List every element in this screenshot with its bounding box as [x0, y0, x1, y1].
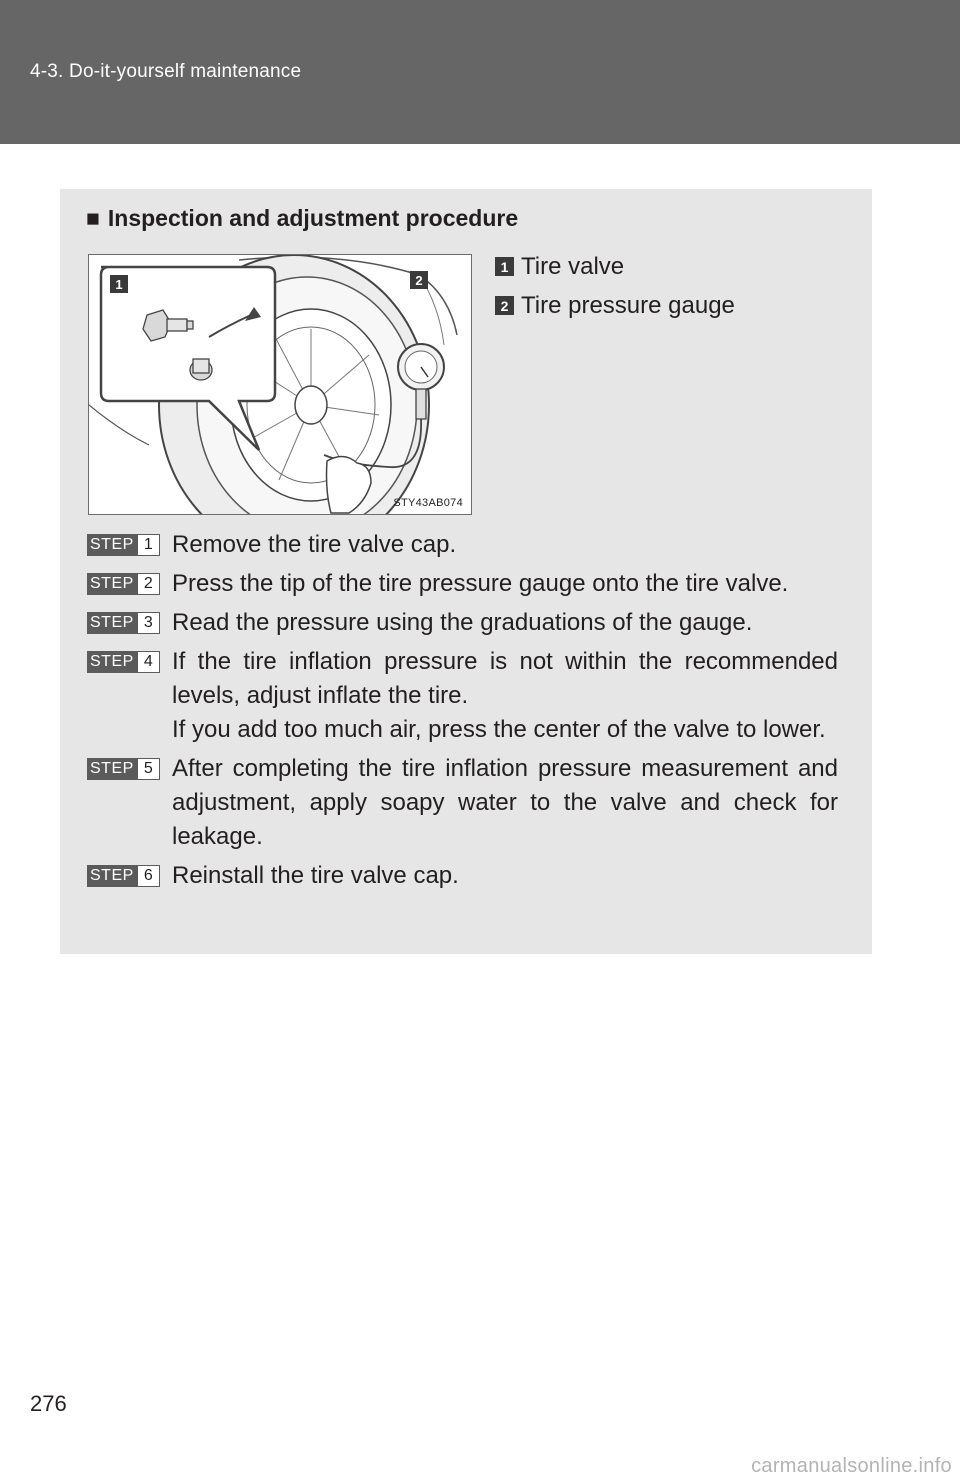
step-number: 6 — [137, 865, 160, 887]
heading-square-icon: ■ — [86, 205, 100, 231]
tire-valve-illustration — [88, 254, 472, 515]
heading-text: Inspection and adjustment procedure — [107, 205, 519, 231]
legend-item-tire-valve — [495, 247, 735, 286]
step-badge — [87, 573, 160, 595]
step-text: Reinstall the tire valve cap. — [172, 862, 459, 889]
section-title: 4-3. Do-it-yourself maintenance — [30, 61, 302, 82]
step-item — [87, 606, 838, 640]
step-text: Read the pressure using the graduations of the gauge. — [172, 609, 753, 636]
watermark: carmanualsonline.info — [751, 1455, 952, 1477]
step-badge — [87, 612, 160, 634]
legend-label: Tire valve — [521, 252, 625, 280]
step-number: 1 — [137, 534, 160, 556]
step-badge — [87, 651, 160, 673]
step-text: Press the tip of the tire pressure gauge onto the tire valve. — [172, 570, 789, 597]
step-item — [87, 645, 838, 747]
step-note: If you add too much air, press the center of the valve to lower. — [172, 716, 826, 743]
step-text: If the tire inflation pressure is not within the recommended levels, adjust inflate the tire. — [172, 648, 838, 709]
step-badge-label: STEP — [87, 651, 137, 673]
legend-label: Tire pressure gauge — [521, 291, 735, 319]
step-badge-label: STEP — [87, 534, 137, 556]
number-1-icon: 1 — [495, 257, 514, 276]
figure-legend — [495, 247, 735, 325]
step-badge-label: STEP — [87, 758, 137, 780]
step-text: After completing the tire inflation pressure measurement and adjustment, apply soapy water to the valve and check for leakage. — [172, 755, 838, 850]
step-badge — [87, 865, 160, 887]
step-badge-label: STEP — [87, 573, 137, 595]
step-number: 5 — [137, 758, 160, 780]
tire-illustration-drawing — [89, 255, 471, 514]
step-number: 2 — [137, 573, 160, 595]
number-2-icon: 2 — [495, 296, 514, 315]
legend-item-tire-pressure-gauge — [495, 286, 735, 325]
step-badge — [87, 758, 160, 780]
marker-1-label: 1 — [115, 277, 123, 292]
step-text: Remove the tire valve cap. — [172, 531, 457, 558]
step-number: 4 — [137, 651, 160, 673]
step-badge-label: STEP — [87, 612, 137, 634]
page-header — [0, 0, 960, 144]
step-item — [87, 528, 838, 562]
step-item — [87, 752, 838, 854]
step-list — [87, 528, 838, 898]
step-item — [87, 567, 838, 601]
page-number: 276 — [30, 1391, 67, 1416]
step-number: 3 — [137, 612, 160, 634]
marker-2-label: 2 — [415, 273, 423, 288]
step-badge — [87, 534, 160, 556]
procedure-heading — [86, 205, 518, 232]
step-item — [87, 859, 838, 893]
step-badge-label: STEP — [87, 865, 137, 887]
figure-code: STY43AB074 — [393, 497, 463, 509]
procedure-panel — [60, 189, 872, 954]
